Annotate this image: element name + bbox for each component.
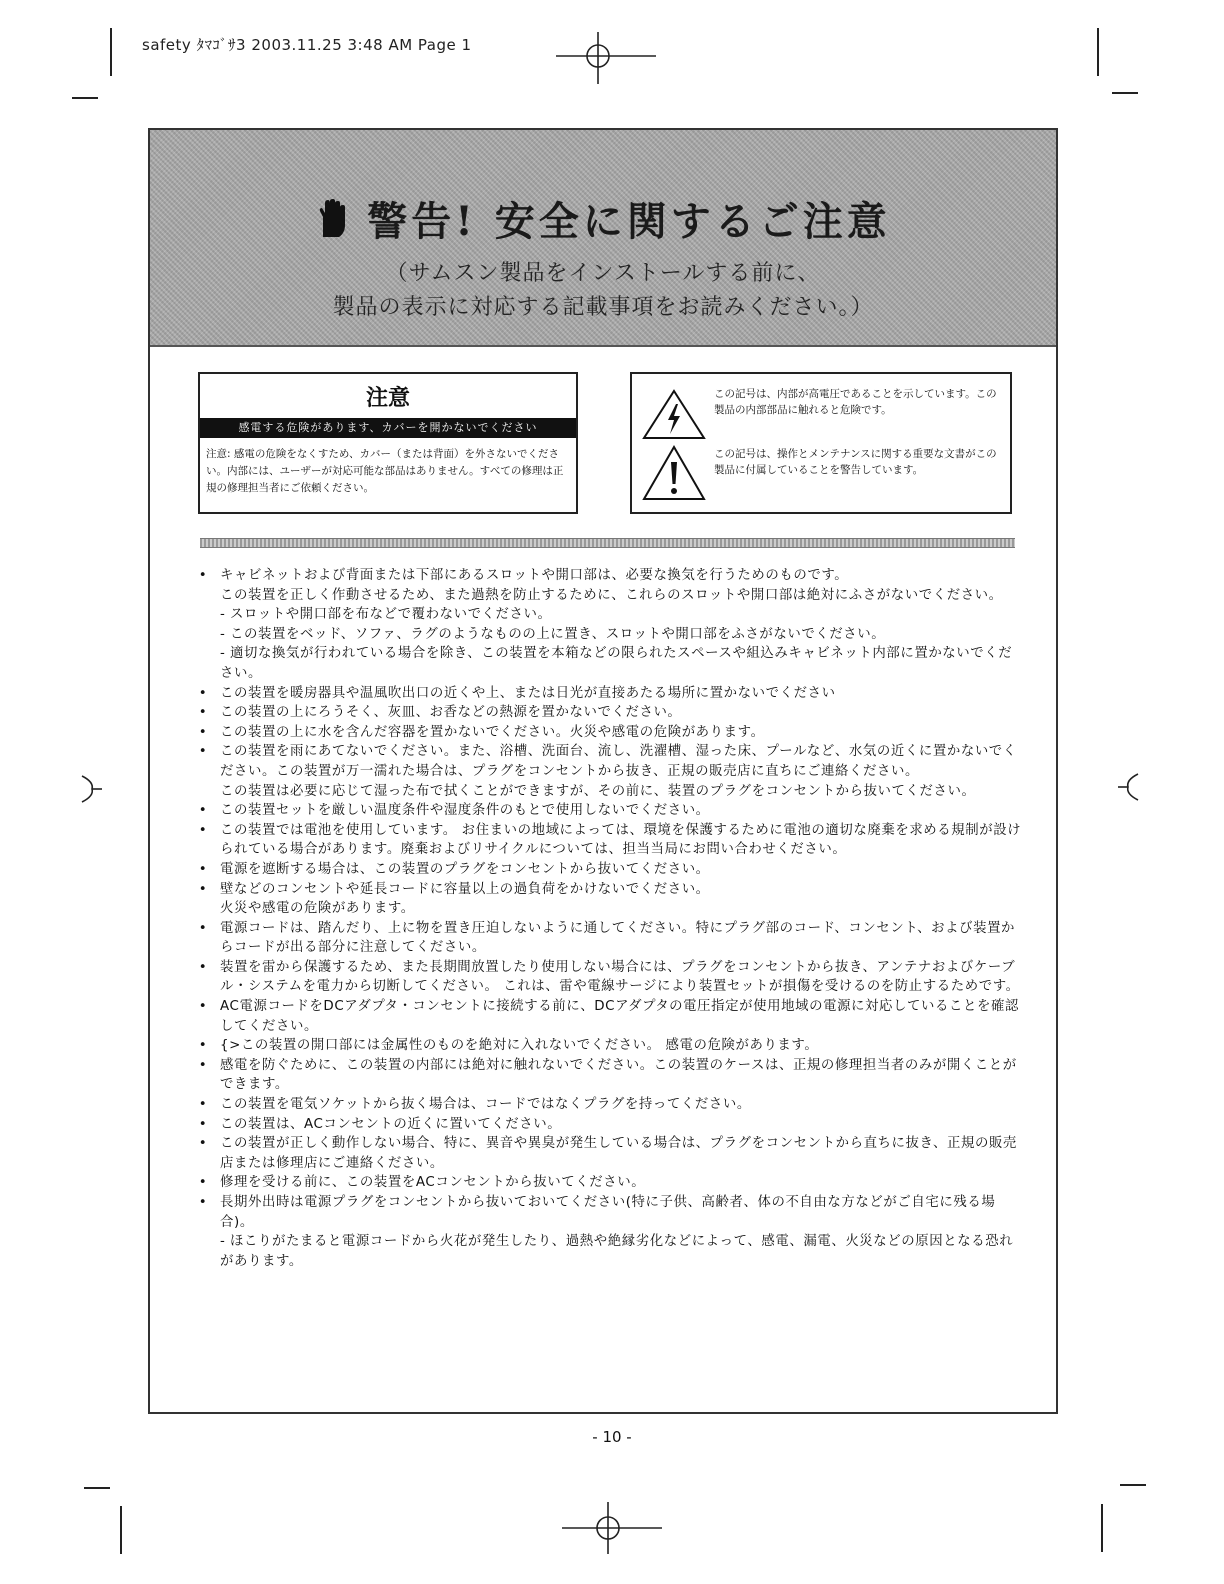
symbol-text-high-voltage: この記号は、内部が高電圧であることを示しています。この製品の内部部品に触れると危険です。 (714, 388, 997, 416)
list-item-text: この装置は必要に応じて湿った布で拭くことができますが、その前に、装置のプラグをコンセントから抜いてください。 (220, 783, 976, 799)
crop-mark-bottom-left-h (84, 1487, 110, 1489)
list-item-text: 装置を雷から保護するため、また長期間放置したり使用しない場合には、プラグをコンセントから抜き、アンテナおよびケーブル・システムを電力から切断してください。 これは、雷や電線サージにより装置セットが損傷を受けるのを防止するためです。 (220, 959, 1020, 995)
list-item-text: この装置は、ACコンセントの近くに置いてください。 (220, 1116, 562, 1132)
list-item-text: 電源コードは、踏んだり、上に物を置き圧迫しないように通してください。特にプラグ部のコード、コンセント、および装置からコードが出る部分に注意してください。 (220, 920, 1016, 956)
crop-mark-top-right-v (1097, 28, 1099, 76)
list-item: • この装置は、ACコンセントの近くに置いてください。 (198, 1115, 1022, 1135)
caution-body: 注意: 感電の危険をなくすため、カバー（または背面）を外さないでください。内部には、ユーザーが対応可能な部品はありません。すべての修理は正規の修理担当者にご依頼ください。 (206, 448, 564, 494)
sub-item-text: ほこりがたまると電源コードから火花が発生したり、過熱や絶縁劣化などによって、感電、漏電、火災などの原因となる恐れがあります。 (220, 1234, 1014, 1269)
list-item: • この装置を暖房器具や温風吹出口の近くや上、または日光が直接あたる場所に置かないでください (198, 684, 1022, 704)
symbol-row-high-voltage (632, 384, 1010, 440)
list-item-text: AC電源コードをDCアダプタ・コンセントに接続する前に、DCアダプタの電圧指定が使用地域の電源に対応していることを確認してください。 (220, 999, 1019, 1034)
page-number: - 10 - (592, 1428, 632, 1446)
print-header: safety ﾀﾏｺﾞｻ3 2003.11.25 3:48 AM Page 1 (142, 36, 472, 54)
caution-title: 注意 (365, 385, 410, 411)
banner-subtitle-line1: （サムスン製品をインストールする前に、 (385, 261, 821, 286)
crop-mark-bottom-right-v (1101, 1504, 1103, 1552)
banner-subtitle-line2: 製品の表示に対応する記載事項をお読みください。） (332, 295, 874, 320)
divider-band (200, 538, 1015, 548)
symbol-row-exclamation (632, 442, 1010, 506)
list-item: • {>この装置の開口部には金属性のものを絶対に入れないでください。 感電の危険があります。 (198, 1036, 1022, 1056)
list-item: • 電源を遮断する場合は、この装置のプラグをコンセントから抜いてください。 (198, 860, 1022, 880)
stop-hand-icon (315, 199, 349, 239)
sub-item-text: スロットや開口部を布などで覆わないでください。 (230, 607, 552, 623)
list-item: • この装置を電気ソケットから抜く場合は、コードではなくプラグを持ってください。 (198, 1095, 1022, 1115)
list-item: • 電源コードは、踏んだり、上に物を置き圧迫しないように通してください。特にプラグ部のコード、コンセント、および装置からコードが出る部分に注意してください。 (198, 919, 1022, 958)
banner-title-row (150, 190, 1056, 247)
sub-item: - スロットや開口部を布などで覆わないでください。 (220, 607, 552, 623)
symbol-text-exclamation: この記号は、操作とメンテナンスに関する重要な文書がこの製品に付属していることを警告しています。 (714, 448, 997, 476)
banner-title: 警告! 安全に関するご注意 (367, 198, 891, 245)
registration-mark-top-icon (556, 30, 656, 86)
sub-item: - ほこりがたまると電源コードから火花が発生したり、過熱や絶縁劣化などによって、感電、漏電、火災などの原因となる恐れがあります。 (220, 1234, 1014, 1269)
list-item-text: {>この装置の開口部には金属性のものを絶対に入れないでください。 感電の危険があります。 (220, 1038, 819, 1054)
list-item: • この装置セットを厳しい温度条件や湿度条件のもとで使用しないでください。 (198, 801, 1022, 821)
list-item-text: この装置の上に水を含んだ容器を置かないでください。火災や感電の危険があります。 (220, 724, 765, 740)
list-item: • 感電を防ぐために、この装置の内部には絶対に触れないでください。この装置のケースは、正規の修理担当者のみが開くことができます。 (198, 1056, 1022, 1095)
crop-mark-bottom-left-v (120, 1506, 122, 1554)
high-voltage-warning-icon (642, 388, 706, 440)
sub-item: - この装置をベッド、ソファ、ラグのようなものの上に置き、スロットや開口部をふさがないでください。 (220, 626, 886, 642)
list-item-text: 感電を防ぐために、この装置の内部には絶対に触れないでください。この装置のケースは、正規の修理担当者のみが開くことができます。 (220, 1057, 1017, 1093)
list-item-text: キャビネットおよび背面または下部にあるスロットや開口部は、必要な換気を行うためのものです。 (220, 568, 849, 583)
registration-mark-right-icon (1116, 772, 1142, 802)
list-item: • この装置では電池を使用しています。 お住まいの地域によっては、環境を保護するために電池の適切な廃棄を求める規制が設けられている場合があります。廃棄およびリサイクルについては、担当当局にお問い合わせください。 (198, 821, 1022, 860)
registration-mark-left-icon (80, 774, 104, 804)
list-item (198, 566, 1022, 684)
caution-box (198, 372, 578, 514)
list-item: • 壁などのコンセントや延長コードに容量以上の過負荷をかけないでください。 火災や感電の危険があります。 (198, 880, 1022, 919)
list-item: • AC電源コードをDCアダプタ・コンセントに接続する前に、DCアダプタの電圧指定が使用地域の電源に対応していることを確認してください。 (198, 997, 1022, 1036)
list-item: • この装置が正しく動作しない場合、特に、異音や異臭が発生している場合は、プラグをコンセントから直ちに抜き、正規の販売店または修理店にご連絡ください。 (198, 1134, 1022, 1173)
list-item-text: 電源を遮断する場合は、この装置のプラグをコンセントから抜いてください。 (220, 861, 710, 877)
list-item-text: この装置の上にろうそく、灰皿、お香などの熱源を置かないでください。 (220, 705, 682, 721)
crop-mark-top-left-h (72, 97, 98, 99)
sub-item-text: 適切な換気が行われている場合を除き、この装置を本箱などの限られたスペースや組込みキャビネット内部に置かないでください。 (220, 646, 1013, 681)
list-item: • 修理を受ける前に、この装置をACコンセントから抜いてください。 (198, 1173, 1022, 1193)
symbols-box (630, 372, 1012, 514)
list-item: • この装置を雨にあてないでください。また、浴槽、洗面台、流し、洗濯槽、湿った床、プールなど、水気の近くに置かないでください。この装置が万一濡れた場合は、プラグをコンセントから抜き、正規の販売店に直ちにご連絡ください。 この装置は必要に応じて湿った布で拭くことができますが、その前に、装置のプラグをコンセントから抜いてください。 (198, 742, 1022, 801)
exclamation-warning-icon (642, 444, 706, 502)
registration-mark-bottom-icon (562, 1500, 662, 1556)
crop-mark-top-right-h (1112, 92, 1138, 94)
list-item: • この装置の上に水を含んだ容器を置かないでください。火災や感電の危険があります。 (198, 723, 1022, 743)
list-item-text: 火災や感電の危険があります。 (220, 901, 415, 917)
warning-banner (150, 130, 1056, 347)
list-item: • この装置の上にろうそく、灰皿、お香などの熱源を置かないでください。 (198, 703, 1022, 723)
list-item-text: 壁などのコンセントや延長コードに容量以上の過負荷をかけないでください。 (220, 881, 710, 897)
precautions-list (198, 566, 1022, 1271)
bullet: • (198, 568, 208, 583)
list-item-text: この装置を雨にあてないでください。また、浴槽、洗面台、流し、洗濯槽、湿った床、プールなど、水気の近くに置かないでください。この装置が万一濡れた場合は、プラグをコンセントから抜き、正規の販売店に直ちにご連絡ください。 (220, 744, 1017, 779)
sub-item-text: この装置をベッド、ソファ、ラグのようなものの上に置き、スロットや開口部をふさがないでください。 (230, 626, 886, 642)
crop-mark-top-left-v (110, 28, 112, 76)
list-item-text: この装置では電池を使用しています。 お住まいの地域によっては、環境を保護するために電池の適切な廃棄を求める規制が設けられている場合があります。廃棄およびリサイクルについては、担当当局にお問い合わせください。 (220, 822, 1022, 858)
caution-bar: 感電する危険があります、カバーを開かないでください (200, 418, 576, 438)
crop-mark-bottom-right-h (1120, 1484, 1146, 1486)
sub-item: - 適切な換気が行われている場合を除き、この装置を本箱などの限られたスペースや組込みキャビネット内部に置かないでください。 (220, 646, 1013, 681)
list-item-text: この装置を電気ソケットから抜く場合は、コードではなくプラグを持ってください。 (220, 1097, 751, 1113)
list-item-text: この装置セットを厳しい温度条件や湿度条件のもとで使用しないでください。 (220, 803, 710, 819)
list-item-text: 長期外出時は電源プラグをコンセントから抜いておいてください(特に子供、高齢者、体の不自由な方などがご自宅に残る場合)。 (220, 1195, 996, 1230)
list-item: • 装置を雷から保護するため、また長期間放置したり使用しない場合には、プラグをコンセントから抜き、アンテナおよびケーブル・システムを電力から切断してください。 これは、雷や電線サージにより装置セットが損傷を受けるのを防止するためです。 (198, 958, 1022, 997)
list-item: • 長期外出時は電源プラグをコンセントから抜いておいてください(特に子供、高齢者、体の不自由な方などがご自宅に残る場合)。 - ほこりがたまると電源コードから火花が発生したり、過熱や絶縁劣化などによって、感電、漏電、火災などの原因となる恐れがあります。 (198, 1193, 1022, 1271)
list-item-text: 修理を受ける前に、この装置をACコンセントから抜いてください。 (220, 1175, 646, 1191)
list-item-text: この装置が正しく動作しない場合、特に、異音や異臭が発生している場合は、プラグをコンセントから直ちに抜き、正規の販売店または修理店にご連絡ください。 (220, 1136, 1017, 1171)
list-item-text: この装置を暖房器具や温風吹出口の近くや上、または日光が直接あたる場所に置かないでください (220, 685, 836, 701)
list-item-text: この装置を正しく作動させるため、また過熱を防止するために、これらのスロットや開口部は絶対にふさがないでください。 (220, 587, 1003, 603)
